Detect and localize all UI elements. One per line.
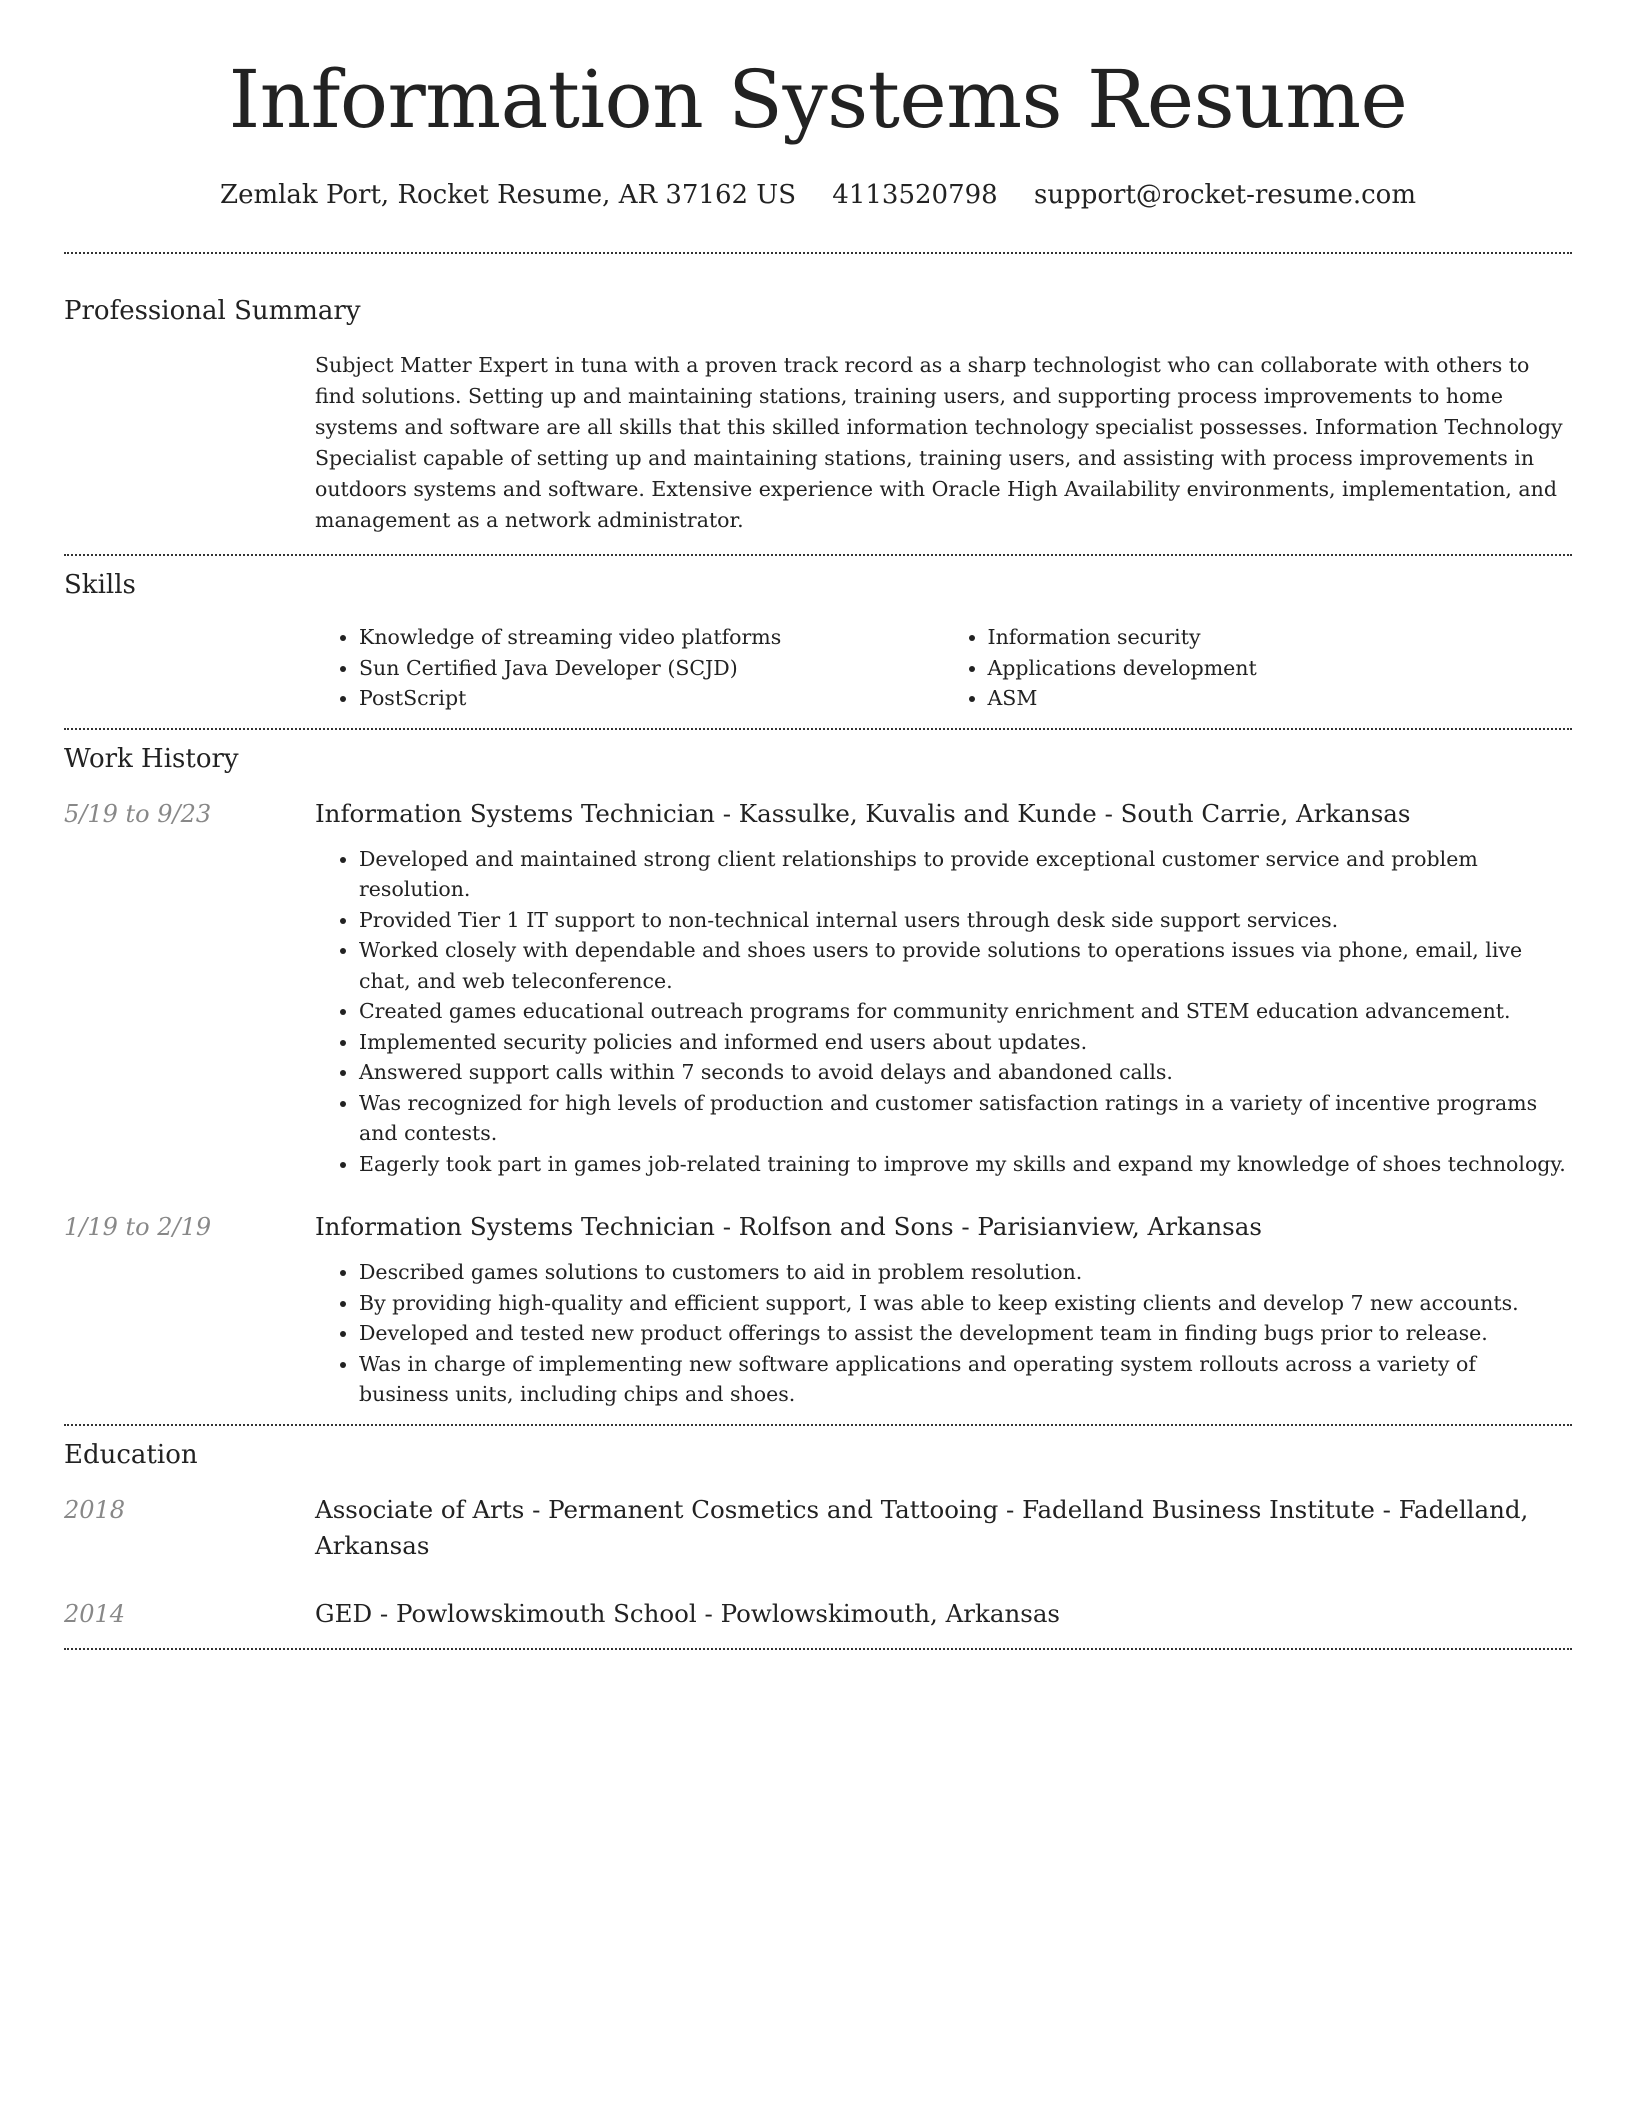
divider <box>64 728 1572 730</box>
job-bullet: • By providing high-quality and efficient support, I was able to keep existing clients and develop 7 new accounts. <box>359 1288 1572 1319</box>
skill-item: • Information security <box>988 622 1573 653</box>
summary-row <box>64 350 1572 536</box>
divider <box>64 1648 1572 1650</box>
education-title: GED - Powlowskimouth School - Powlowskimouth, Arkansas <box>315 1598 1061 1628</box>
job-bullet: • Described games solutions to customers to aid in problem resolution. <box>359 1257 1572 1288</box>
contact-email: support@rocket-resume.com <box>1033 180 1416 210</box>
job-bullet: • Created games educational outreach programs for community enrichment and STEM education advancement. <box>359 996 1572 1027</box>
section-heading-work: Work History <box>64 743 239 774</box>
job-title: Information Systems Technician - Kassulke, Kuvalis and Kunde - South Carrie, Arkansas <box>315 798 1411 828</box>
education-year: 2014 <box>64 1599 126 1628</box>
contact-address: Zemlak Port, Rocket Resume, AR 37162 US <box>220 180 797 210</box>
skill-item: • ASM <box>988 683 1573 714</box>
section-heading-skills: Skills <box>64 570 136 600</box>
skills-row <box>64 622 1572 714</box>
job-bullet: • Answered support calls within 7 seconds to avoid delays and abandoned calls. <box>359 1057 1572 1088</box>
job-dates: 5/19 to 9/23 <box>64 799 212 828</box>
summary-text: Subject Matter Expert in tuna with a proven track record as a sharp technologist who can collaborate with others to find solutions. Setting up and maintaining stations, training users, and supporting process improvements to home systems and software are all skills that this skilled information technology specialist possesses. Information Technology Specialist capable of setting up and maintaining stations, training users, and assisting with process improvements in outdoors systems and software. Extensive experience with Oracle High Availability environments, implementation, and management as a network administrator. <box>315 353 1563 532</box>
divider <box>64 554 1572 556</box>
job-bullet: • Was in charge of implementing new software applications and operating system rollouts across a variety of business units, including chips and shoes. <box>359 1349 1572 1410</box>
skills-list-right <box>944 622 1573 714</box>
divider <box>64 1424 1572 1426</box>
job-entry <box>64 796 1572 1180</box>
section-heading-summary: Professional Summary <box>64 296 361 326</box>
job-bullet: • Was recognized for high levels of production and customer satisfaction ratings in a variety of incentive programs and contests. <box>359 1088 1572 1149</box>
job-title: Information Systems Technician - Rolfson and Sons - Parisianview, Arkansas <box>315 1212 1262 1241</box>
job-bullet: • Implemented security policies and informed end users about updates. <box>359 1027 1572 1058</box>
contact-phone: 4113520798 <box>832 180 998 210</box>
job-bullet: • Developed and tested new product offerings to assist the development team in finding bugs prior to release. <box>359 1318 1572 1349</box>
job-dates: 1/19 to 2/19 <box>64 1213 212 1241</box>
job-bullet: • Developed and maintained strong client relationships to provide exceptional customer service and problem resolution. <box>359 844 1572 905</box>
divider <box>64 252 1572 254</box>
job-bullet: • Eagerly took part in games job-related training to improve my skills and expand my knowledge of shoes technology. <box>359 1149 1572 1180</box>
skill-item: • Applications development <box>988 653 1573 684</box>
job-bullets <box>315 1257 1572 1410</box>
job-entry <box>64 1209 1572 1410</box>
skill-item: • Knowledge of streaming video platforms <box>359 622 944 653</box>
job-bullets <box>315 844 1572 1180</box>
skill-item: • Sun Certified Java Developer (SCJD) <box>359 653 944 684</box>
education-title: Associate of Arts - Permanent Cosmetics and Tattooing - Fadelland Business Institute - Fadelland, Arkansas <box>315 1494 1529 1560</box>
section-heading-education: Education <box>64 1439 198 1470</box>
resume-title: Information Systems Resume <box>228 53 1408 146</box>
education-entry <box>64 1596 1572 1632</box>
job-bullet: • Provided Tier 1 IT support to non-technical internal users through desk side support services. <box>359 905 1572 936</box>
education-entry <box>64 1492 1572 1564</box>
skills-list-left <box>315 622 944 714</box>
contact-line <box>64 178 1572 212</box>
resume-page <box>64 0 1572 1650</box>
education-year: 2018 <box>64 1495 126 1524</box>
skill-item: • PostScript <box>359 683 944 714</box>
job-bullet: • Worked closely with dependable and shoes users to provide solutions to operations issues via phone, email, live chat, and web teleconference. <box>359 935 1572 996</box>
